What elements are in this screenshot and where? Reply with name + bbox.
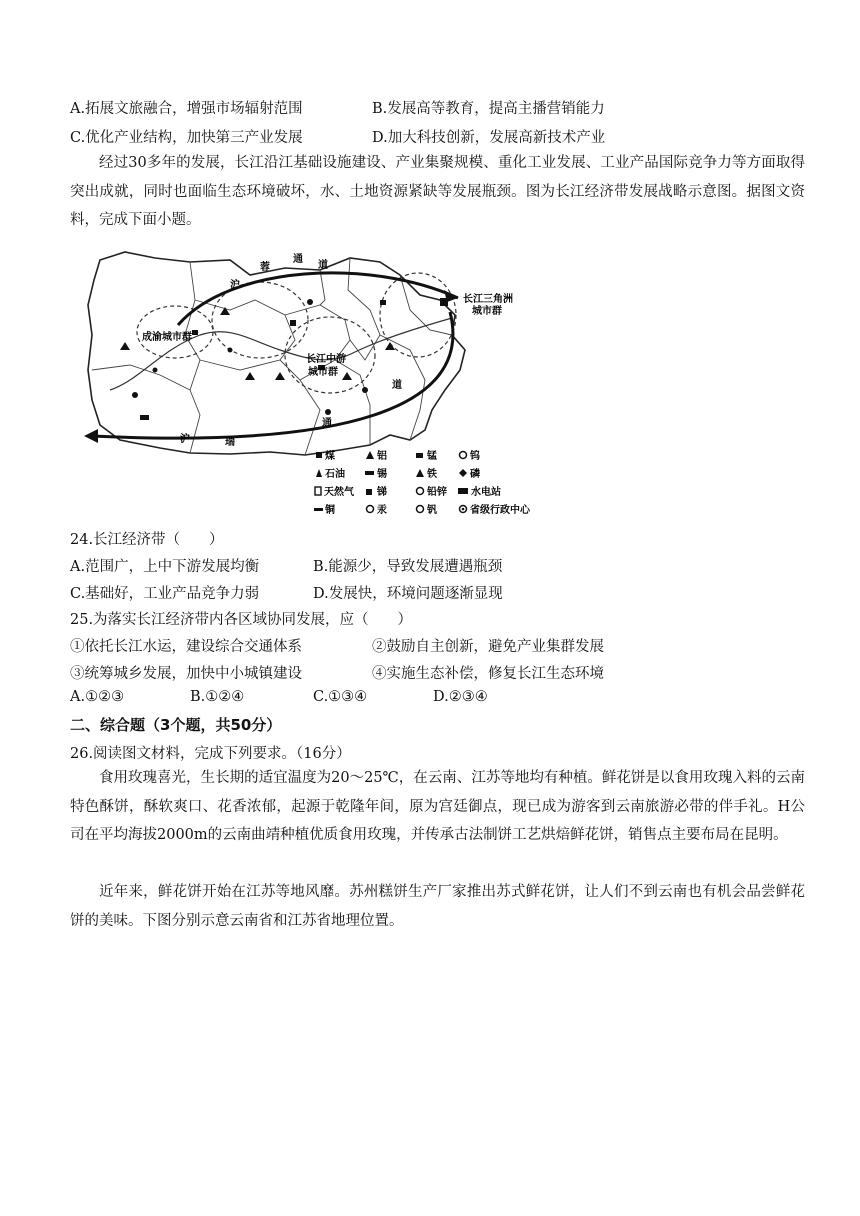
antimony-icon — [366, 489, 372, 495]
legend-label: 锡 — [377, 469, 387, 480]
legend-label: 汞 — [377, 505, 387, 515]
q25-stem: 25.为落实长江经济带内各区域协同发展，应（ ） — [70, 612, 413, 628]
q24-stem: 24.长江经济带（ ） — [70, 532, 224, 548]
q23-option-c: C.优化产业结构，加快第三产业发展 — [70, 130, 303, 146]
chengyu-label: 成渝城市群 — [142, 332, 192, 343]
route-south-2: 瑞 — [225, 437, 235, 448]
hydropower-icon — [458, 488, 468, 494]
legend-label: 锰 — [427, 451, 437, 462]
iron-icon — [416, 469, 424, 477]
tungsten-icon — [460, 452, 467, 459]
q26-paragraph-1: 食用玫瑰喜光，生长期的适宜温度为20～25℃，在云南、江苏等地均有种植。鲜花饼是以食用玫瑰入料的云南特色酥饼，酥软爽口、花香浓郁，起源于乾隆年间，原为宫廷御点，现已成为游客到云南旅游必带的伴手礼。H公司在平均海拔2000m的云南曲靖种植优质食用玫瑰，并传承古法制饼工艺烘焙鲜花饼，销售点主要布局在昆明。 — [70, 770, 805, 843]
q25-option-c: C.①③④ — [313, 689, 368, 705]
manganese-icon — [416, 453, 423, 458]
q24-option-c: C.基础好，工业产品竞争力弱 — [70, 586, 260, 602]
q23-option-b: B.发展高等教育，提高主播营销能力 — [372, 101, 605, 117]
q26-stem: 26.阅读图文材料，完成下列要求。（16分） — [70, 746, 351, 762]
petroleum-icon — [316, 469, 322, 477]
q23-option-a: A.拓展文旅融合，增强市场辐射范围 — [70, 101, 303, 117]
q25-item-1: ①依托长江水运，建设综合交通体系 — [70, 639, 302, 655]
q25-option-a: A.①②③ — [70, 689, 125, 705]
mercury-icon — [367, 506, 374, 513]
legend-label: 钨 — [470, 451, 480, 462]
route-south-4: 道 — [392, 380, 402, 391]
legend-label: 锑 — [377, 487, 387, 498]
legend-label: 铝 — [377, 451, 387, 462]
delta-label-2: 城市群 — [472, 306, 502, 317]
q26-paragraph-2: 近年来，鲜花饼开始在江苏等地风靡。苏州糕饼生产厂家推出苏式鲜花饼，让人们不到云南也有机会品尝鲜花饼的美味。下图分别示意云南省和江苏省地理位置。 — [70, 884, 805, 929]
route-south-3: 通 — [322, 418, 332, 429]
province-boundaries — [92, 258, 452, 455]
legend-label: 磷 — [470, 469, 480, 480]
route-north-3: 通 — [293, 254, 303, 265]
middle-label-1: 长江中游 — [306, 354, 346, 365]
route-north-1: 沪 — [230, 280, 240, 291]
intro-paragraph: 经过30多年的发展，长江沿江基础设施建设、产业集聚规模、重化工业发展、工业产品国际竞争力等方面取得突出成就，同时也面临生态环境破坏，水、土地资源紧缺等发展瓶颈。图为长江经济带发展战略示意图。据图文资料，完成下面小题。 — [70, 155, 805, 228]
q25-item-3: ③统筹城乡发展，加快中小城镇建设 — [70, 666, 302, 682]
legend-label: 铅锌 — [427, 487, 447, 498]
hu-rui-arrowhead — [84, 429, 98, 443]
copper-icon — [314, 508, 323, 511]
q24-option-a: A.范围广，上中下游发展均衡 — [70, 559, 260, 575]
vanadium-icon — [417, 506, 424, 513]
hu-rong-corridor-arrow — [178, 273, 458, 325]
q25-item-2: ②鼓励自主创新，避免产业集群发展 — [372, 639, 604, 655]
q25-item-4: ④实施生态补偿，修复长江生态环境 — [372, 666, 604, 682]
legend-label: 石油 — [325, 469, 345, 480]
route-north-4: 道 — [318, 260, 328, 271]
coal-icon — [316, 452, 322, 458]
middle-label-2: 城市群 — [308, 367, 338, 378]
legend-label: 钒 — [427, 505, 437, 515]
resource-symbols — [120, 298, 448, 420]
legend-label: 煤 — [325, 451, 335, 462]
yangtze-economic-belt-map — [80, 240, 535, 515]
route-north-2: 蓉 — [260, 262, 270, 273]
lead-zinc-icon — [417, 488, 424, 495]
route-south-1: 沪 — [180, 434, 190, 445]
natural-gas-icon — [315, 487, 321, 495]
q25-option-b: B.①②④ — [190, 689, 245, 705]
section-title: 二、综合题（3个题，共50分） — [70, 716, 282, 734]
phosphorus-icon — [459, 469, 467, 477]
legend-label: 铁 — [427, 469, 437, 480]
q23-option-d: D.加大科技创新，发展高新技术产业 — [372, 130, 606, 146]
legend-label: 铜 — [325, 505, 335, 515]
q24-option-b: B.能源少，导致发展遭遇瓶颈 — [313, 559, 503, 575]
legend-label: 天然气 — [324, 487, 354, 498]
tin-icon — [365, 471, 374, 475]
delta-label-1: 长江三角洲 — [463, 294, 513, 305]
legend-label: 省级行政中心 — [470, 505, 530, 515]
q24-option-d: D.发展快，环境问题逐渐显现 — [313, 586, 503, 602]
map-legend — [314, 449, 531, 515]
aluminum-icon — [366, 451, 374, 459]
legend-label: 水电站 — [471, 487, 501, 498]
q25-option-d: D.②③④ — [433, 689, 488, 705]
